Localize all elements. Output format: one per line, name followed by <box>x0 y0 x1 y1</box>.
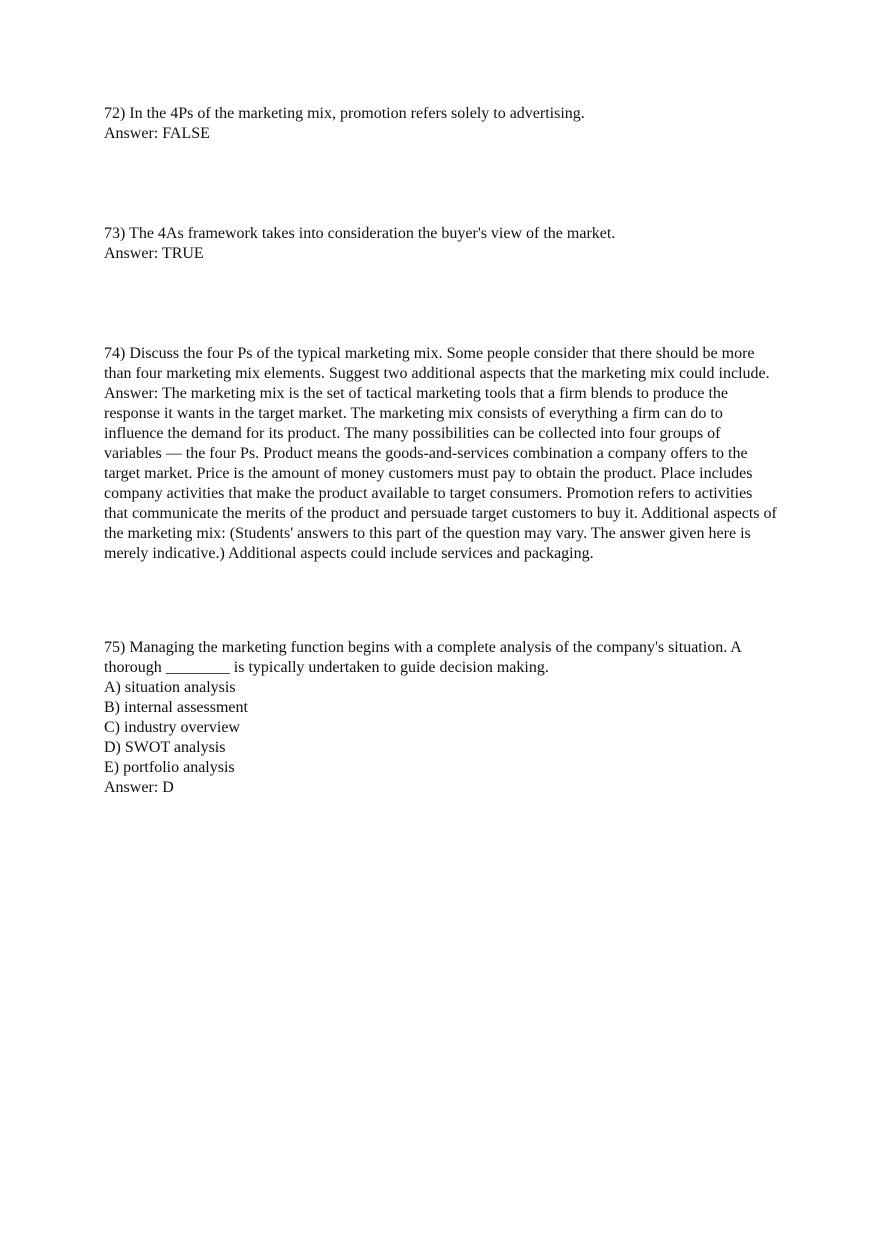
option-d: D) SWOT analysis <box>104 739 226 756</box>
question-text: 74) Discuss the four Ps of the typical marketing mix. Some people consider that there should be more than four marketing mix elements. Suggest two additional aspects that the marketing mix could include. <box>104 345 770 382</box>
answer-text: Answer: FALSE <box>104 125 210 142</box>
question-text: 75) Managing the marketing function begins with a complete analysis of the company's situation. A thorough ________ is typically undertaken to guide decision making. <box>104 639 741 676</box>
question-73 <box>104 224 780 264</box>
question-72 <box>104 104 780 144</box>
answer-text: Answer: D <box>104 779 174 796</box>
answer-options <box>104 678 780 778</box>
option-a: A) situation analysis <box>104 679 236 696</box>
question-75 <box>104 638 780 798</box>
question-text: 72) In the 4Ps of the marketing mix, promotion refers solely to advertising. <box>104 105 585 122</box>
option-e: E) portfolio analysis <box>104 759 235 776</box>
answer-text: Answer: The marketing mix is the set of tactical marketing tools that a firm blends to produce the response it wants in the target market. The marketing mix consists of everything a firm can do to influence the demand for its product. The many possibilities can be collected into four groups of variables — the four Ps. Product means the goods-and-services combination a company offers to the target market. Price is the amount of money customers must pay to obtain the product. Place includes company activities that make the product available to target consumers. Promotion refers to activities that communicate the merits of the product and persuade target customers to buy it. Additional aspects of the marketing mix: (Students' answers to this part of the question may vary. The answer given here is merely indicative.) Additional aspects could include services and packaging. <box>104 385 777 562</box>
option-c: C) industry overview <box>104 719 240 736</box>
question-74 <box>104 344 780 564</box>
answer-text: Answer: TRUE <box>104 245 204 262</box>
question-text: 73) The 4As framework takes into consideration the buyer's view of the market. <box>104 225 616 242</box>
option-b: B) internal assessment <box>104 699 248 716</box>
